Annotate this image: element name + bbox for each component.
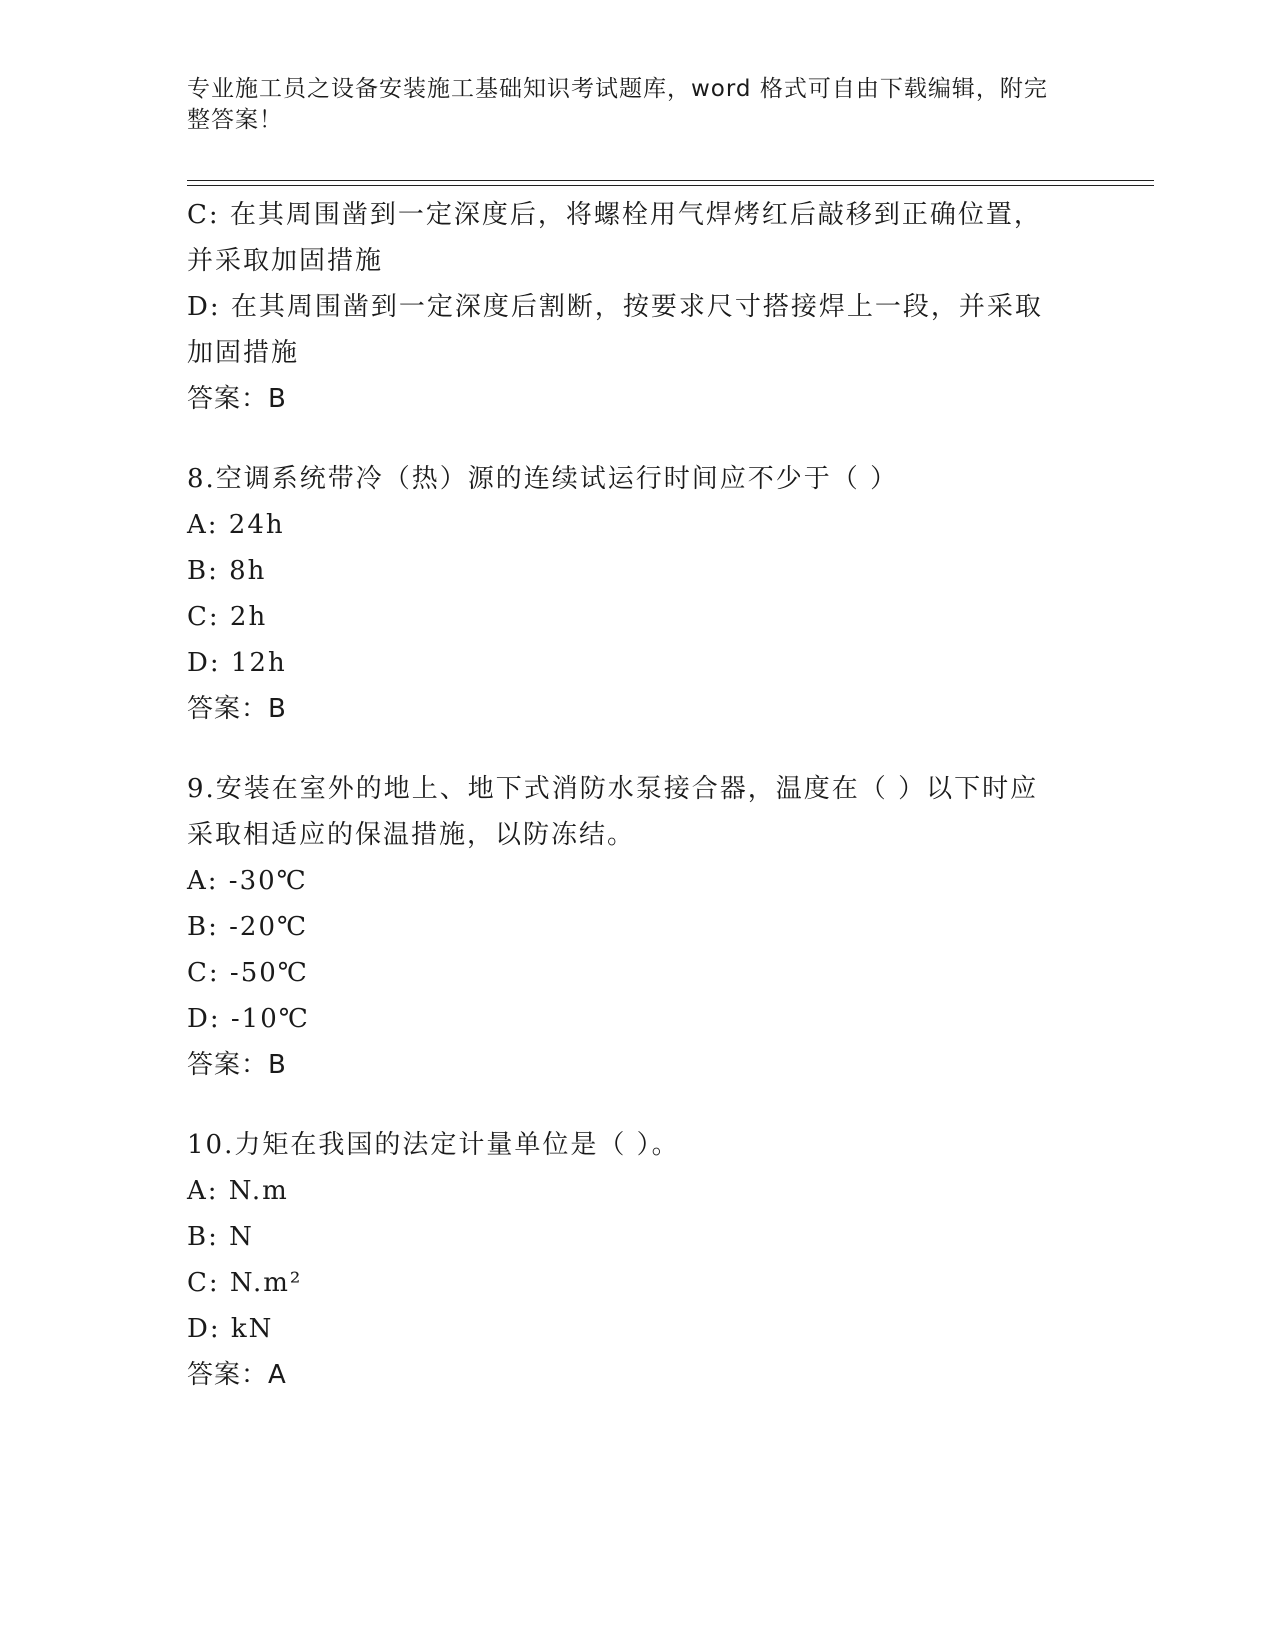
q9-stem-line-1: 9.安装在室外的地上、地下式消防水泵接合器，温度在（ ）以下时应 <box>187 774 1039 804</box>
spacer <box>187 732 1087 766</box>
q7-option-c-line-2: 并采取加固措施 <box>187 246 384 276</box>
q7-option-d-line-2: 加固措施 <box>187 338 300 368</box>
header-divider-top <box>187 180 1154 181</box>
q10-option-b: B: N <box>187 1222 254 1252</box>
question-7 <box>187 192 1087 422</box>
q9-option-c: C: -50℃ <box>187 958 309 988</box>
header-line-1: 专业施工员之设备安装施工基础知识考试题库，word 格式可自由下载编辑，附完 <box>187 76 1048 102</box>
q8-option-b: B: 8h <box>187 556 267 586</box>
question-8 <box>187 456 1087 732</box>
q8-answer: 答案：B <box>187 694 287 724</box>
question-9 <box>187 766 1087 1088</box>
document-body <box>187 192 1087 1398</box>
q8-stem: 8.空调系统带冷（热）源的连续试运行时间应不少于（ ） <box>187 464 899 494</box>
q8-option-c: C: 2h <box>187 602 268 632</box>
header-line-2: 整答案！ <box>187 107 283 133</box>
spacer <box>187 1088 1087 1122</box>
q7-option-d-line-1: D: 在其周围凿到一定深度后割断，按要求尺寸搭接焊上一段，并采取 <box>187 292 1043 322</box>
q9-option-d: D: -10℃ <box>187 1004 310 1034</box>
header-divider-bottom <box>187 185 1154 186</box>
q8-option-d: D: 12h <box>187 648 287 678</box>
spacer <box>187 422 1087 456</box>
q10-option-c: C: N.m² <box>187 1268 303 1298</box>
q9-answer: 答案：B <box>187 1050 287 1080</box>
q9-option-b: B: -20℃ <box>187 912 309 942</box>
q8-option-a: A: 24h <box>187 510 285 540</box>
q10-stem: 10.力矩在我国的法定计量单位是（ ）。 <box>187 1130 680 1160</box>
q9-stem-line-2: 采取相适应的保温措施，以防冻结。 <box>187 820 636 850</box>
question-10 <box>187 1122 1087 1398</box>
q7-answer: 答案：B <box>187 384 287 414</box>
q10-option-d: D: kN <box>187 1314 274 1344</box>
q10-option-a: A: N.m <box>187 1176 289 1206</box>
q9-option-a: A: -30℃ <box>187 866 308 896</box>
q7-option-c-line-1: C: 在其周围凿到一定深度后，将螺栓用气焊烤红后敲移到正确位置， <box>187 200 1042 230</box>
document-header <box>187 74 1067 136</box>
q10-answer: 答案：A <box>187 1360 287 1390</box>
